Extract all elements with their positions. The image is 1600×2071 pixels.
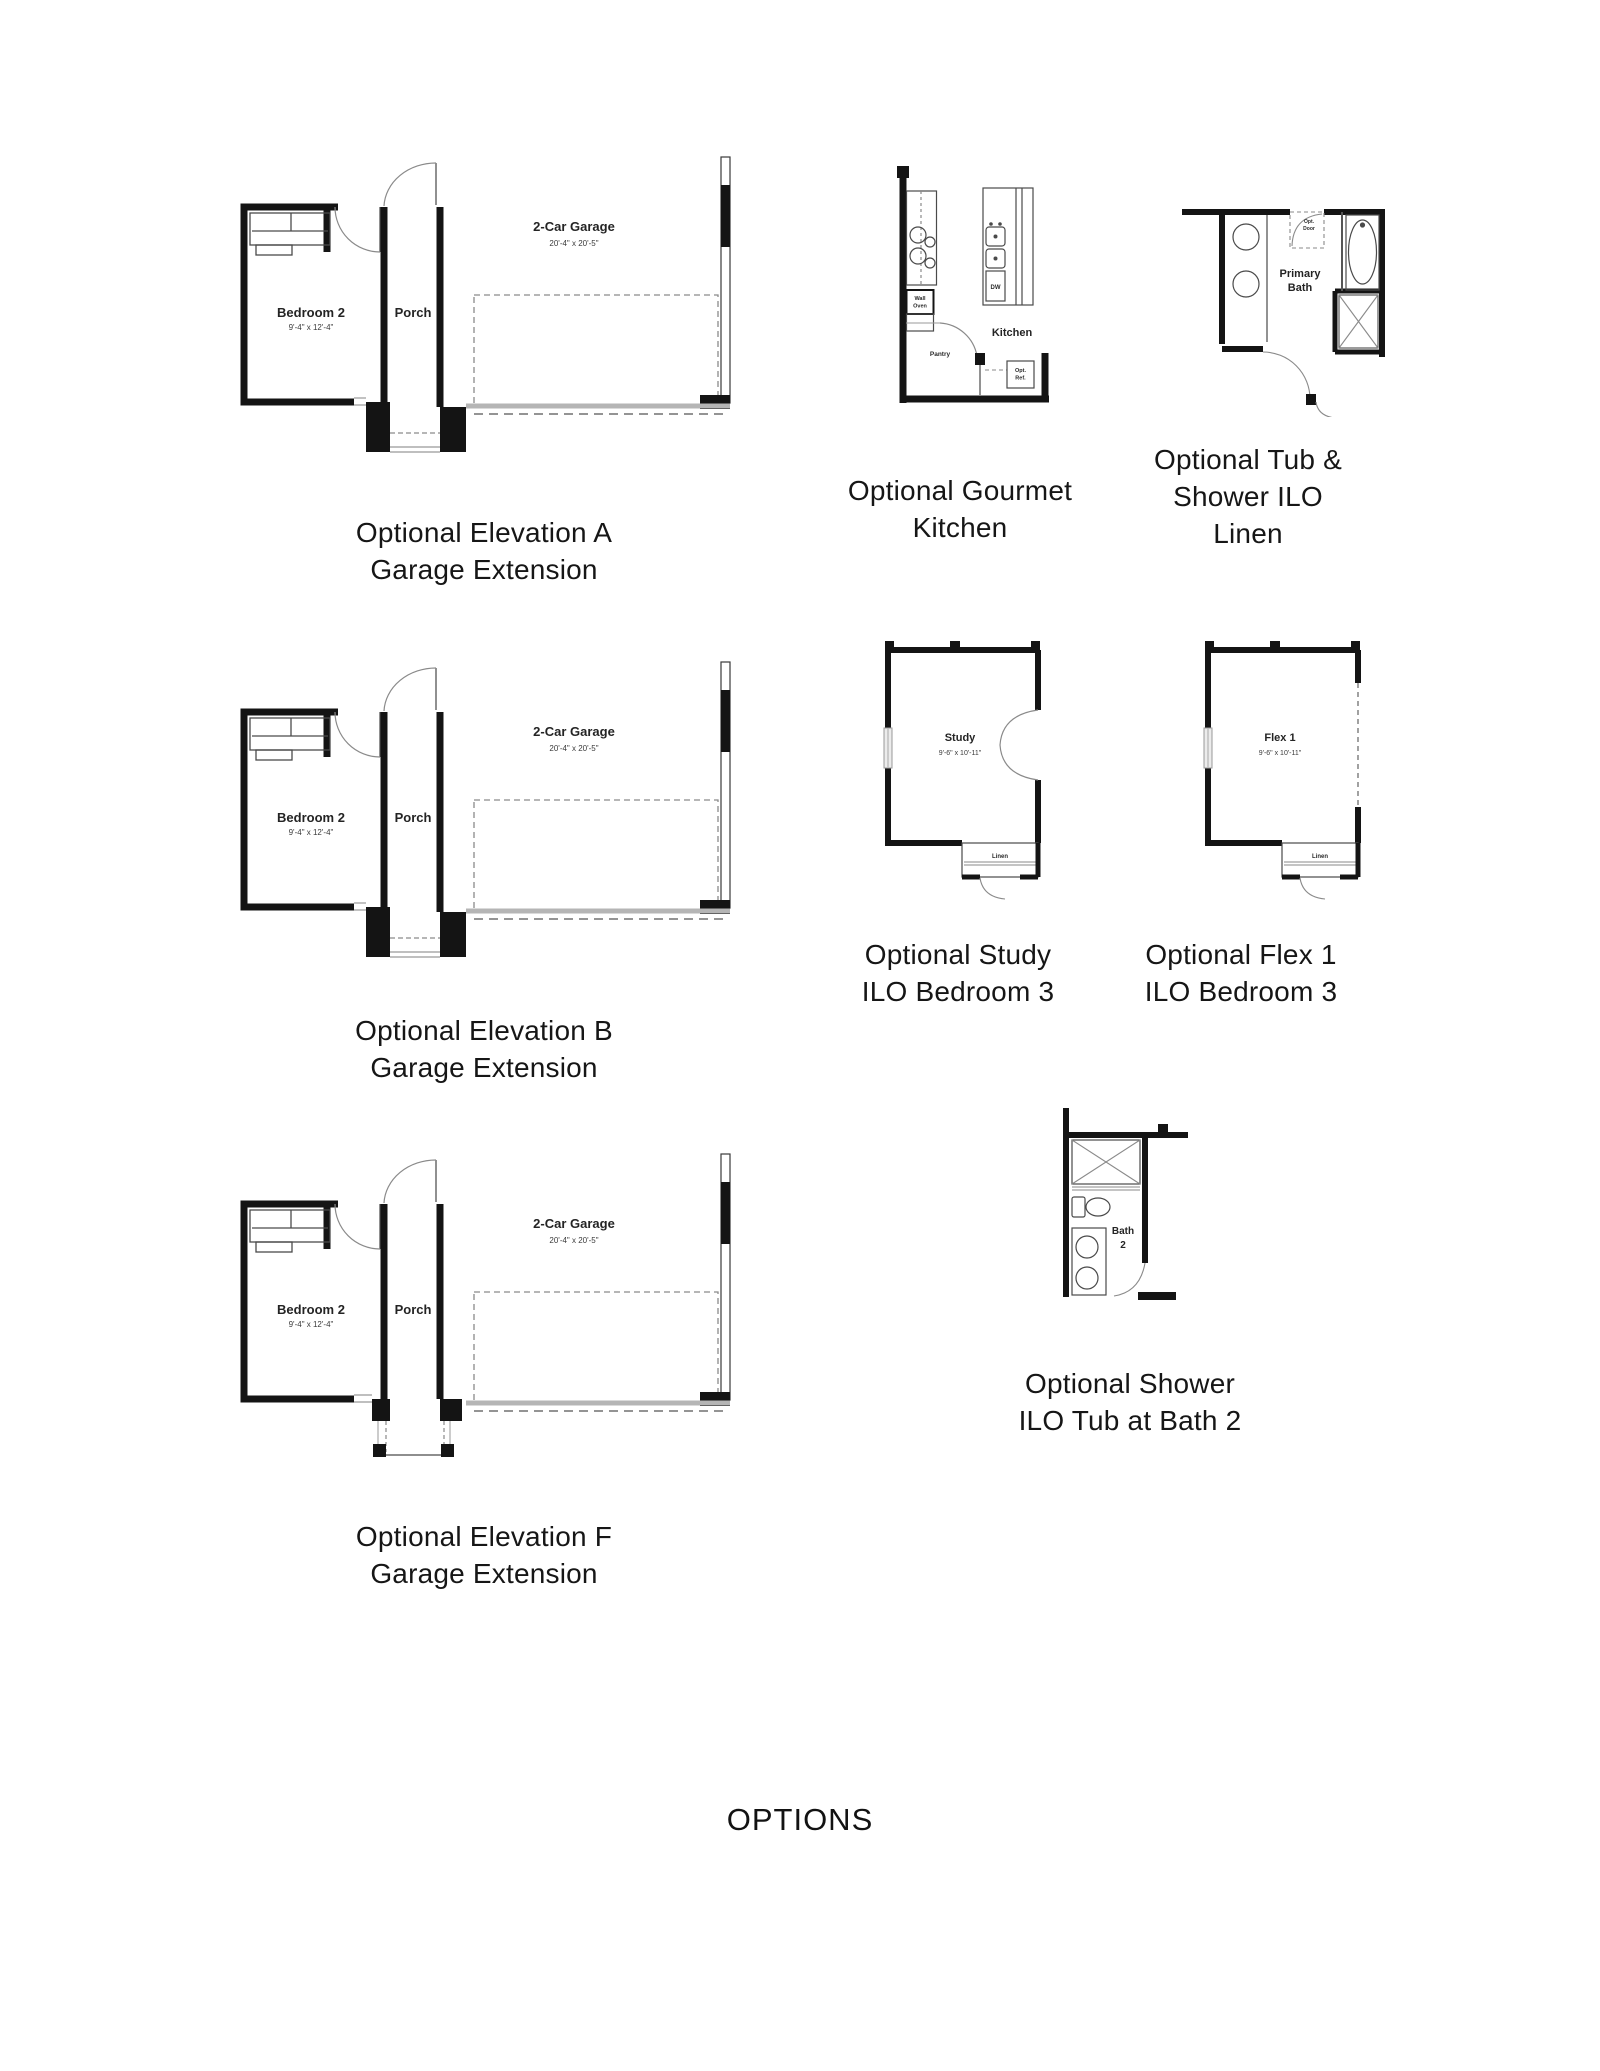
porch-label: Porch: [394, 810, 432, 825]
garage-label: 2-Car Garage: [533, 724, 615, 739]
elevation-a-floor-plan: [234, 155, 734, 475]
caption-line: ILO Bedroom 3: [861, 976, 1055, 1007]
window: [884, 728, 892, 768]
caption-shower-bath2: [980, 1365, 1280, 1439]
vanity-sinks: [1072, 1228, 1106, 1295]
porch-columns: [366, 402, 466, 452]
gourmet-kitchen-floor-plan: [875, 163, 1105, 428]
window: [1204, 728, 1212, 768]
entry-door-swing: [384, 668, 436, 711]
porch-extension-posts: [354, 1395, 454, 1457]
flex-walls: [1208, 650, 1358, 843]
caption-line: Garage Extension: [370, 554, 598, 585]
bedroom2-label: Bedroom 2: [277, 810, 345, 825]
caption-study: [808, 936, 1108, 1010]
study-label: Study: [944, 732, 976, 744]
pantry-label: Pantry: [929, 351, 951, 358]
optional-refrigerator: [1007, 361, 1034, 388]
elevation-f-floor-plan: [234, 1152, 734, 1472]
linen-closet: [1282, 843, 1358, 899]
opt-ref-label: Ref.: [1015, 375, 1026, 382]
page-title: OPTIONS: [726, 1802, 874, 1837]
linen-label: Linen: [1312, 854, 1328, 860]
caption-flex: [1091, 936, 1391, 1010]
porch-columns: [372, 1399, 462, 1421]
shower: [1072, 1140, 1140, 1190]
primary-bath-label: Primary: [1279, 268, 1321, 280]
caption-line: Optional Study: [864, 939, 1052, 970]
opt-door-label: Opt.: [1304, 219, 1314, 225]
kitchen-label: Kitchen: [991, 327, 1033, 339]
caption-elevation-b: [234, 1012, 734, 1086]
garage-label: 2-Car Garage: [533, 1216, 615, 1231]
dishwasher-label: DW: [990, 285, 1001, 291]
caption-tub-shower: [1098, 441, 1398, 552]
caption-line: Garage Extension: [370, 1052, 598, 1083]
porch-label: Porch: [394, 305, 432, 320]
caption-line: Optional Elevation F: [355, 1521, 613, 1552]
flex-label: Flex 1: [1264, 732, 1296, 744]
wall-oven-label: Oven: [913, 303, 927, 310]
caption-line: Optional Gourmet: [847, 475, 1073, 506]
entry-door-swing: [384, 1160, 436, 1203]
garage-slab-outline: [466, 1154, 730, 1411]
bedroom2-label: Bedroom 2: [277, 305, 345, 320]
toilet: [1072, 1197, 1110, 1217]
flex-dims: 9'-6" x 10'-11": [1258, 750, 1302, 757]
caption-line: Optional Tub &: [1153, 444, 1343, 475]
bath2-label: 2: [1120, 1240, 1126, 1251]
wall-tick: [1158, 1124, 1168, 1135]
garage-label: 2-Car Garage: [533, 219, 615, 234]
caption-line: ILO Tub at Bath 2: [1018, 1405, 1242, 1436]
study-dims: 9'-6" x 10'-11": [938, 750, 982, 757]
caption-line: ILO Bedroom 3: [1144, 976, 1338, 1007]
elevation-b-floor-plan: [234, 660, 734, 980]
bedroom2-dims: 9'-4" x 12'-4": [288, 323, 334, 332]
study-floor-plan: [850, 610, 1080, 900]
caption-line: Optional Elevation A: [355, 517, 613, 548]
bedroom2-closet: [250, 1210, 330, 1252]
bedroom2-door-swing: [335, 207, 380, 252]
bedroom2-door-swing: [335, 1204, 380, 1249]
caption-line: Shower ILO: [1173, 481, 1323, 512]
bedroom2-dims: 9'-4" x 12'-4": [288, 1320, 334, 1329]
caption-line: Linen: [1213, 518, 1283, 549]
caption-gourmet-kitchen: [810, 472, 1110, 546]
vanity-sinks: [1233, 215, 1267, 342]
caption-elevation-f: [234, 1518, 734, 1592]
linen-closet: [962, 843, 1038, 899]
porch-columns: [366, 907, 466, 957]
garage-dims: 20'-4" x 20'-5": [549, 744, 599, 753]
double-door-swing: [1000, 710, 1038, 780]
bedroom2-dims: 9'-4" x 12'-4": [288, 828, 334, 837]
linen-label: Linen: [992, 854, 1008, 860]
bath-door-swings: [1263, 352, 1335, 417]
entry-door-swing: [384, 163, 436, 206]
garage-slab-outline: [466, 662, 730, 919]
bedroom2-door-swing: [335, 712, 380, 757]
bath2-door-swing: [1114, 1263, 1176, 1300]
garage-dims: 20'-4" x 20'-5": [549, 239, 599, 248]
flex1-floor-plan: [1170, 610, 1400, 900]
tub: [1342, 212, 1379, 291]
caption-line: Kitchen: [912, 512, 1008, 543]
bath2-label: Bath: [1111, 1226, 1135, 1237]
bath-walls: [1182, 212, 1382, 357]
bedroom2-label: Bedroom 2: [277, 1302, 345, 1317]
caption-elevation-a: [234, 514, 734, 588]
opt-ref-label: Opt.: [1015, 368, 1026, 374]
bath2-floor-plan: [1028, 1100, 1193, 1300]
caption-line: Optional Shower: [1024, 1368, 1235, 1399]
porch-label: Porch: [394, 1302, 432, 1317]
caption-line: Optional Flex 1: [1145, 939, 1337, 970]
bedroom2-closet: [250, 718, 330, 760]
cooktop-counter: [907, 191, 937, 285]
garage-dims: 20'-4" x 20'-5": [549, 1236, 599, 1245]
primary-bath-label: Bath: [1287, 282, 1313, 294]
primary-bath-floor-plan: [1172, 192, 1387, 417]
caption-line: Garage Extension: [370, 1558, 598, 1589]
caption-line: Optional Elevation B: [355, 1015, 613, 1046]
study-walls: [888, 650, 1038, 843]
shower: [1339, 295, 1378, 348]
wall-oven-label: Wall: [914, 296, 926, 302]
bedroom2-closet: [250, 213, 330, 255]
garage-slab-outline: [466, 157, 730, 414]
opt-door-label: Door: [1303, 226, 1315, 232]
